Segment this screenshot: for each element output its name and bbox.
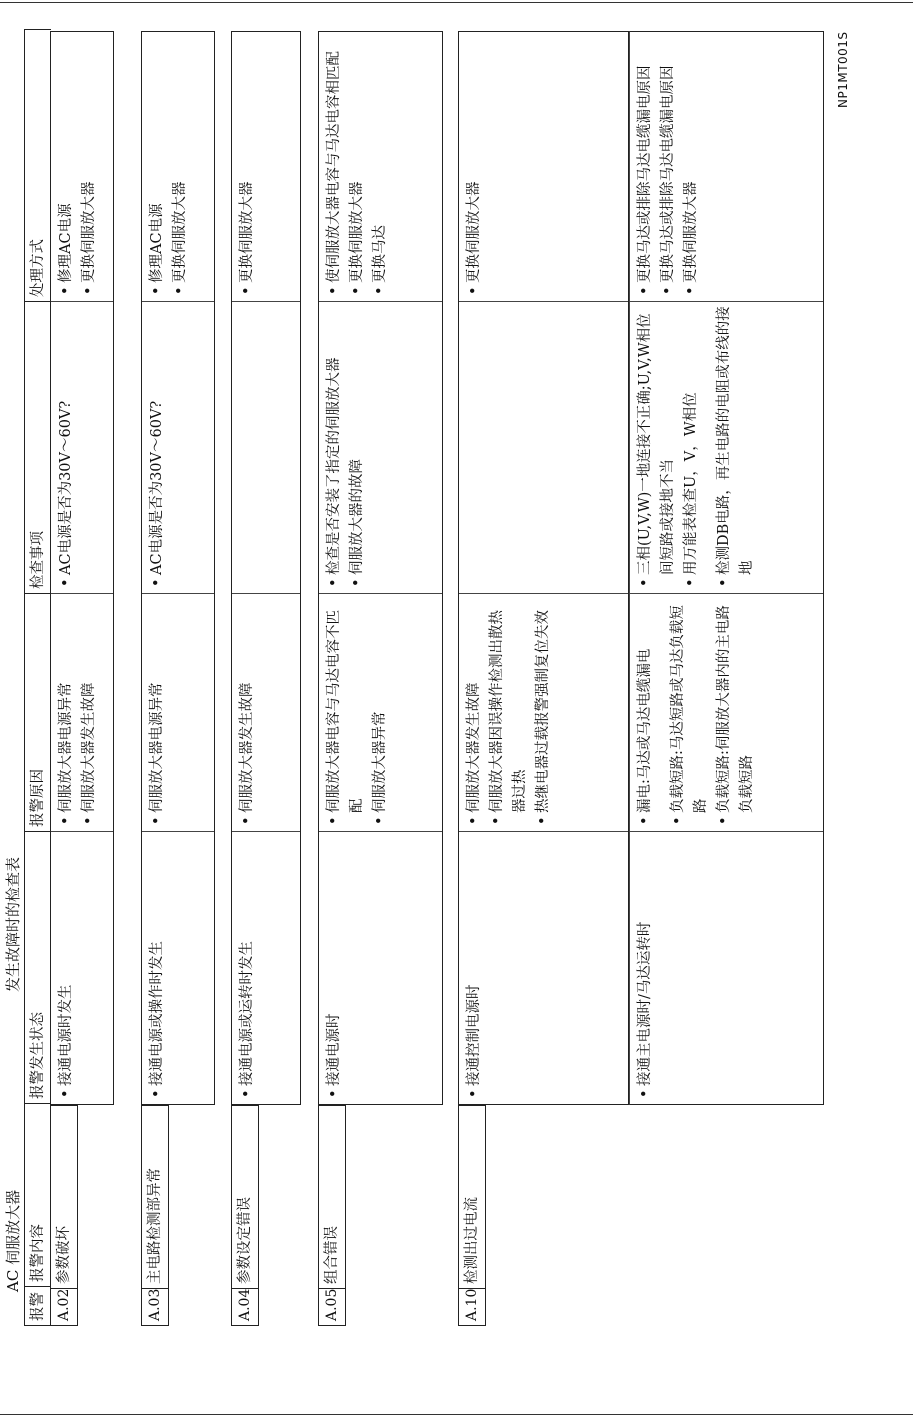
page-title: 发生故障时的检查表 — [4, 856, 22, 992]
list-item: • 伺服放大器的故障 — [346, 306, 369, 589]
list-item: • 伺服放大器电容与马达电容不匹配 — [323, 598, 369, 827]
header-cause: 报警原因 — [25, 594, 51, 832]
list-item: • 三相(U,V,W)一地连接不正确;U,V,W相位间短路或接地不当 — [634, 306, 680, 589]
list-item: • 接通控制电源时 — [463, 836, 486, 1100]
header-alarm: 报警 — [30, 1292, 46, 1321]
list-item: • 更换伺服放大器 — [169, 34, 192, 297]
list-item: • 更换马达 — [369, 34, 392, 297]
cause-cell — [142, 594, 214, 832]
action-cell — [319, 30, 442, 302]
list-item: • 伺服放大器因误操作检测出散热器过热 — [486, 598, 532, 827]
table-header — [24, 29, 51, 1326]
list-item: • 修理AC电源 — [146, 34, 169, 297]
list-item: • 伺服放大器电源异常 — [146, 598, 169, 827]
list-item: • 伺服放大器发生故障 — [78, 598, 101, 827]
list-item: • 使伺服放大器电容与马达电容相匹配 — [323, 34, 346, 297]
list-item: • 接通电源时 — [323, 836, 346, 1100]
alarm-code: A.02 — [50, 1288, 78, 1326]
alarm-name: 检测出过电流 — [458, 1105, 486, 1288]
header-action: 处理方式 — [25, 30, 51, 302]
list-item: • 修理AC电源 — [55, 34, 78, 297]
check-cell — [142, 302, 214, 594]
list-item: • AC电源是否为30V～60V? — [55, 306, 78, 589]
list-item: • 更换伺服放大器 — [236, 34, 259, 297]
list-item: • 更换伺服放大器 — [680, 34, 703, 297]
list-item: • 伺服放大器异常 — [369, 598, 392, 827]
check-cell — [319, 302, 442, 594]
list-item: • 漏电:马达或马达电缆漏电 — [634, 598, 657, 827]
list-item: • 负载短路:马达短路或马达负载短路 — [667, 598, 713, 827]
list-item: • 接通主电源时/马达运转时 — [634, 836, 657, 1100]
check-cell — [232, 302, 300, 594]
list-item: • 接通电源或操作时发生 — [146, 836, 169, 1100]
header-state: 报警发生状态 — [25, 832, 51, 1104]
cause-cell — [630, 594, 823, 832]
list-item: • 更换马达或排除马达电缆漏电原因 — [657, 34, 680, 297]
alarm-name: 主电路检测部异常 — [141, 1105, 169, 1288]
list-item: • 更换伺服放大器 — [78, 34, 101, 297]
list-item: • 伺服放大器电源异常 — [55, 598, 78, 827]
list-item: • 热继电器过载报警强制复位失效 — [532, 598, 555, 827]
list-item: • 接通电源或运转时发生 — [236, 836, 259, 1100]
state-cell — [630, 832, 823, 1104]
cause-cell — [51, 594, 113, 832]
table-row — [629, 31, 824, 1105]
list-item: • 更换伺服放大器 — [463, 34, 486, 297]
list-item: • 伺服放大器发生故障 — [236, 598, 259, 827]
state-cell — [51, 832, 113, 1104]
action-cell — [459, 30, 628, 302]
list-item: • 检测DB电路，再生电路的电阻或布线的接地 — [713, 306, 759, 589]
alarm-name: 组合错误 — [318, 1105, 346, 1288]
table-row — [50, 31, 114, 1105]
action-cell — [630, 30, 823, 302]
list-item: • 接通电源时发生 — [55, 836, 78, 1100]
check-cell — [459, 302, 628, 594]
list-item: • 负载短路:伺服放大器内的主电路负载短路 — [713, 598, 759, 827]
header-content: 报警内容 — [25, 1104, 51, 1287]
list-item: • 更换伺服放大器 — [346, 34, 369, 297]
list-item: • 用万能表检查U，V，W相位 — [680, 306, 703, 589]
alarm-code: A.10 — [458, 1288, 486, 1326]
state-cell — [232, 832, 300, 1104]
action-cell — [51, 30, 113, 302]
cause-cell — [232, 594, 300, 832]
check-cell — [51, 302, 113, 594]
cause-cell — [459, 594, 628, 832]
action-cell — [142, 30, 214, 302]
header-left: AC 伺服放大器 — [4, 1189, 22, 1292]
state-cell — [142, 832, 214, 1104]
table-row — [231, 31, 301, 1105]
alarm-name: 参数设定错误 — [231, 1105, 259, 1288]
list-item: • 伺服放大器发生故障 — [463, 598, 486, 827]
header-check: 检查事项 — [25, 302, 51, 594]
alarm-name: 参数破坏 — [50, 1105, 78, 1288]
cause-cell — [319, 594, 442, 832]
state-cell — [459, 832, 628, 1104]
check-cell — [630, 302, 823, 594]
action-cell — [232, 30, 300, 302]
alarm-code: A.04 — [231, 1288, 259, 1326]
alarm-code: A.05 — [318, 1288, 346, 1326]
table-row — [458, 31, 629, 1105]
alarm-code: A.03 — [141, 1288, 169, 1326]
state-cell — [319, 832, 442, 1104]
list-item: • 检查是否安装了指定的伺服放大器 — [323, 306, 346, 589]
list-item: • AC电源是否为30V～60V? — [146, 306, 169, 589]
table-row — [318, 31, 443, 1105]
table-row — [141, 31, 215, 1105]
figure-code: NP1MT001S — [836, 31, 850, 108]
list-item: • 更换马达或排除马达电缆漏电原因 — [634, 34, 657, 297]
